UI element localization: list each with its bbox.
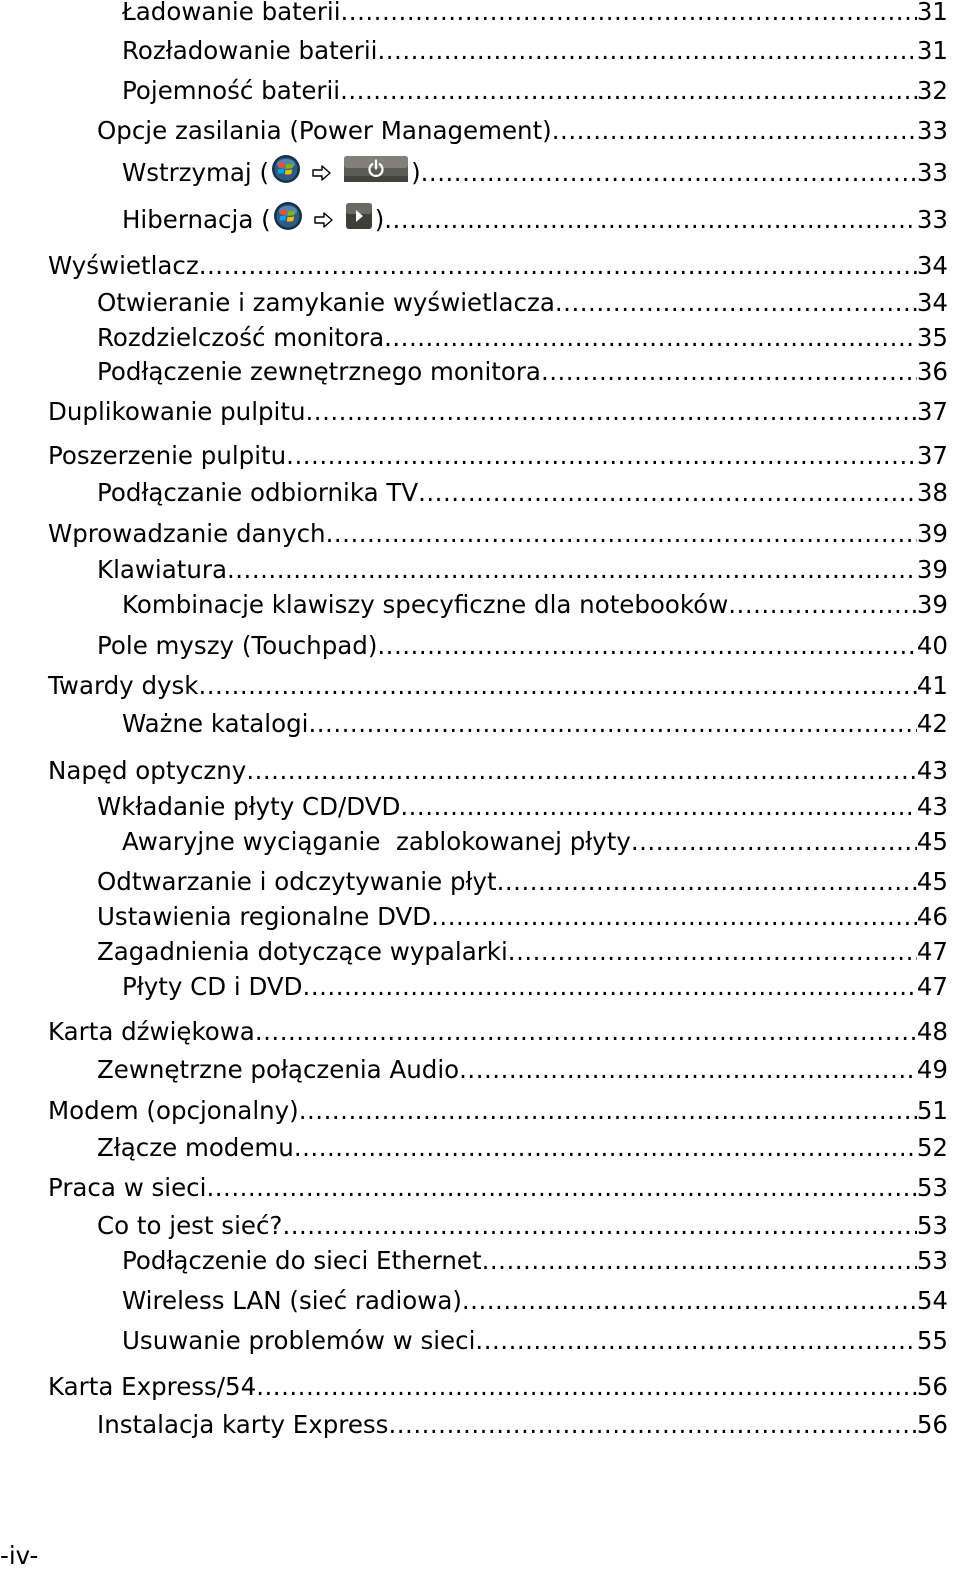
toc-entry-title: Złącze modemu: [97, 1133, 294, 1162]
toc-entry-page: 49: [916, 1055, 948, 1084]
toc-dot-leader: [462, 1283, 917, 1319]
toc-dot-leader: [418, 475, 917, 511]
toc-dot-leader: [294, 1130, 917, 1166]
toc-entry-title: Awaryjne wyciąganie zablokowanej płyty: [122, 827, 631, 856]
toc-entry-title: Wyświetlacz: [48, 251, 199, 280]
toc-entry-title: [122, 154, 421, 194]
toc-dot-leader: [475, 1323, 916, 1359]
toc-entry[interactable]: [0, 1283, 960, 1319]
toc-entry-title: Klawiatura: [97, 555, 227, 584]
toc-entry-title: Zewnętrzne połączenia Audio: [97, 1055, 460, 1084]
toc-entry-title: Usuwanie problemów w sieci: [122, 1326, 476, 1355]
toc-entry-title: Karta dźwiękowa: [48, 1017, 255, 1046]
toc-entry[interactable]: [0, 969, 960, 1005]
toc-entry-page: 51: [916, 1096, 948, 1125]
hollow-arrow-right-icon: [311, 156, 333, 192]
toc-dot-leader: [421, 155, 917, 191]
toc-entry-page: 39: [916, 555, 948, 584]
toc-entry-title: Zagadnienia dotyczące wypalarki: [97, 937, 508, 966]
hibernate-arrow-button-icon: [345, 202, 373, 240]
toc-dot-leader: [552, 113, 917, 149]
toc-entry-title: Ustawienia regionalne DVD: [97, 902, 432, 931]
toc-entry[interactable]: [0, 706, 960, 742]
toc-entry-page: 55: [916, 1326, 948, 1355]
toc-dot-leader: [282, 1208, 916, 1244]
toc-dot-leader: [255, 1014, 917, 1050]
toc-entry-title: Opcje zasilania (Power Management): [97, 116, 552, 145]
toc-entry[interactable]: [0, 1407, 960, 1443]
toc-dot-leader: [631, 824, 917, 860]
toc-entry-title-prefix: Hibernacja (: [122, 205, 271, 234]
toc-entry[interactable]: [0, 438, 960, 474]
toc-entry-title: Otwieranie i zamykanie wyświetlacza: [97, 288, 555, 317]
toc-entry-page: 38: [916, 478, 948, 507]
icon-sequence: [273, 201, 373, 241]
toc-dot-leader: [341, 0, 917, 30]
toc-entry-title: Rozdzielczość monitora: [97, 323, 385, 352]
toc-entry-page: 42: [916, 709, 948, 738]
toc-dot-leader: [340, 73, 917, 109]
toc-dot-leader: [377, 33, 916, 69]
toc-entry[interactable]: [0, 516, 960, 552]
toc-dot-leader: [728, 587, 917, 623]
toc-dot-leader: [227, 552, 917, 588]
toc-dot-leader: [541, 354, 917, 390]
toc-entry[interactable]: [0, 628, 960, 664]
toc-dot-leader: [199, 248, 917, 284]
toc-entry-title: Praca w sieci: [48, 1173, 207, 1202]
toc-entry-title-prefix: Wstrzymaj (: [122, 158, 270, 187]
toc-entry-page: 31: [916, 0, 948, 26]
toc-entry[interactable]: [0, 1052, 960, 1088]
toc-entry-page: 47: [916, 937, 948, 966]
toc-entry-title: Odtwarzanie i odczytywanie płyt: [97, 867, 497, 896]
toc-entry[interactable]: [0, 824, 960, 860]
toc-dot-leader: [326, 516, 917, 552]
toc-entry-title: Pojemność baterii: [122, 76, 341, 105]
toc-entry[interactable]: [0, 201, 960, 237]
toc-entry-page: 47: [916, 972, 948, 1001]
toc-dot-leader: [400, 789, 916, 825]
toc-entry-page: 36: [916, 357, 948, 386]
toc-entry-title: Podłączenie zewnętrznego monitora: [97, 357, 541, 386]
toc-entry-page: 53: [916, 1173, 948, 1202]
toc-entry[interactable]: [0, 934, 960, 970]
toc-entry[interactable]: [0, 552, 960, 588]
toc-entry-title: Kombinacje klawiszy specyficzne dla notebooków: [122, 590, 729, 619]
toc-entry-page: 56: [916, 1410, 948, 1439]
toc-entry-page: 33: [916, 116, 948, 145]
toc-entry-page: 52: [916, 1133, 948, 1162]
toc-entry-title: Modem (opcjonalny): [48, 1096, 299, 1125]
toc-entry[interactable]: [0, 33, 960, 69]
windows-start-orb-icon: [271, 154, 301, 194]
toc-entry-title: [122, 201, 384, 241]
hollow-arrow-right-icon: [313, 203, 335, 239]
windows-start-orb-icon: [273, 201, 303, 241]
toc-dot-leader: [459, 1052, 917, 1088]
toc-dot-leader: [299, 1093, 917, 1129]
toc-entry[interactable]: [0, 154, 960, 190]
toc-entry[interactable]: [0, 1208, 960, 1244]
toc-entry-page: 39: [916, 519, 948, 548]
toc-dot-leader: [431, 899, 917, 935]
toc-entry[interactable]: [0, 394, 960, 430]
toc-dot-leader: [286, 438, 917, 474]
toc-entry[interactable]: [0, 113, 960, 149]
toc-entry-page: 53: [916, 1246, 948, 1275]
toc-entry-title: Wireless LAN (sieć radiowa): [122, 1286, 462, 1315]
toc-entry-title: Ważne katalogi: [122, 709, 309, 738]
toc-entry-page: 41: [916, 671, 948, 700]
toc-entry-title: Rozładowanie baterii: [122, 36, 378, 65]
toc-entry-page: 32: [916, 76, 948, 105]
toc-entry[interactable]: [0, 587, 960, 623]
toc-dot-leader: [482, 1243, 917, 1279]
toc-entry-title: Poszerzenie pulpitu: [48, 441, 287, 470]
toc-entry-title: Wkładanie płyty CD/DVD: [97, 792, 401, 821]
toc-entry-page: 34: [916, 251, 948, 280]
toc-entry-title: Napęd optyczny: [48, 756, 247, 785]
toc-entry-page: 34: [916, 288, 948, 317]
toc-entry-page: 48: [916, 1017, 948, 1046]
toc-entry-page: 53: [916, 1211, 948, 1240]
toc-entry[interactable]: [0, 475, 960, 511]
toc-entry[interactable]: [0, 789, 960, 825]
toc-dot-leader: [388, 1407, 916, 1443]
toc-entry[interactable]: [0, 320, 960, 356]
toc-entry[interactable]: [0, 1369, 960, 1405]
toc-dot-leader: [497, 864, 917, 900]
toc-entry-title: Karta Express/54: [48, 1372, 257, 1401]
page-number: -iv-: [0, 1541, 39, 1570]
toc-entry[interactable]: [0, 354, 960, 390]
toc-entry[interactable]: [0, 0, 960, 30]
toc-entry-page: 31: [916, 36, 948, 65]
toc-dot-leader: [306, 394, 917, 430]
toc-entry-page: 45: [916, 867, 948, 896]
toc-dot-leader: [384, 202, 917, 238]
toc-entry-title: Ładowanie baterii: [122, 0, 341, 26]
toc-entry[interactable]: [0, 1093, 960, 1129]
toc-entry[interactable]: [0, 1130, 960, 1166]
toc-entry[interactable]: [0, 1014, 960, 1050]
toc-entry-title-suffix: ): [411, 158, 421, 187]
toc-entry-title: Podłączenie do sieci Ethernet: [122, 1246, 482, 1275]
toc-dot-leader: [308, 706, 916, 742]
toc-dot-leader: [303, 969, 917, 1005]
toc-dot-leader: [198, 668, 916, 704]
toc-dot-leader: [377, 628, 916, 664]
toc-dot-leader: [555, 285, 917, 321]
toc-dot-leader: [256, 1369, 917, 1405]
toc-entry[interactable]: [0, 668, 960, 704]
toc-entry-title: Płyty CD i DVD: [122, 972, 303, 1001]
toc-entry-page: 43: [916, 756, 948, 785]
toc-entry-page: 37: [916, 397, 948, 426]
toc-entry-page: 43: [916, 792, 948, 821]
toc-entry-title: Wprowadzanie danych: [48, 519, 326, 548]
toc-dot-leader: [508, 934, 917, 970]
power-button-icon: [343, 154, 409, 194]
toc-entry-title: Podłączanie odbiornika TV: [97, 478, 419, 507]
toc-entry[interactable]: [0, 73, 960, 109]
toc-entry[interactable]: [0, 864, 960, 900]
toc-dot-leader: [384, 320, 917, 356]
toc-entry-page: 56: [916, 1372, 948, 1401]
toc-entry[interactable]: [0, 753, 960, 789]
toc-entry-title: Instalacja karty Express: [97, 1410, 389, 1439]
icon-sequence: [271, 154, 409, 194]
toc-entry-page: 33: [916, 158, 948, 187]
toc-entry-title: Co to jest sieć?: [97, 1211, 283, 1240]
toc-dot-leader: [206, 1170, 916, 1206]
toc-entry-title: Twardy dysk: [48, 671, 199, 700]
toc-entry[interactable]: [0, 899, 960, 935]
toc-entry[interactable]: [0, 285, 960, 321]
toc-entry-title-suffix: ): [374, 205, 385, 234]
toc-entry[interactable]: [0, 1323, 960, 1359]
toc-entry[interactable]: [0, 1243, 960, 1279]
toc-entry-page: 37: [916, 441, 948, 470]
toc-entry-page: 45: [916, 827, 948, 856]
toc-entry-title: Duplikowanie pulpitu: [48, 397, 306, 426]
toc-entry-page: 54: [916, 1286, 948, 1315]
toc-entry[interactable]: [0, 248, 960, 284]
toc-dot-leader: [246, 753, 917, 789]
toc-entry[interactable]: [0, 1170, 960, 1206]
toc-entry-page: 39: [916, 590, 948, 619]
toc-entry-title: Pole myszy (Touchpad): [97, 631, 378, 660]
toc-entry-page: 46: [916, 902, 948, 931]
toc-entry-page: 35: [916, 323, 948, 352]
toc-entry-page: 33: [916, 205, 948, 234]
toc-entry-page: 40: [916, 631, 948, 660]
